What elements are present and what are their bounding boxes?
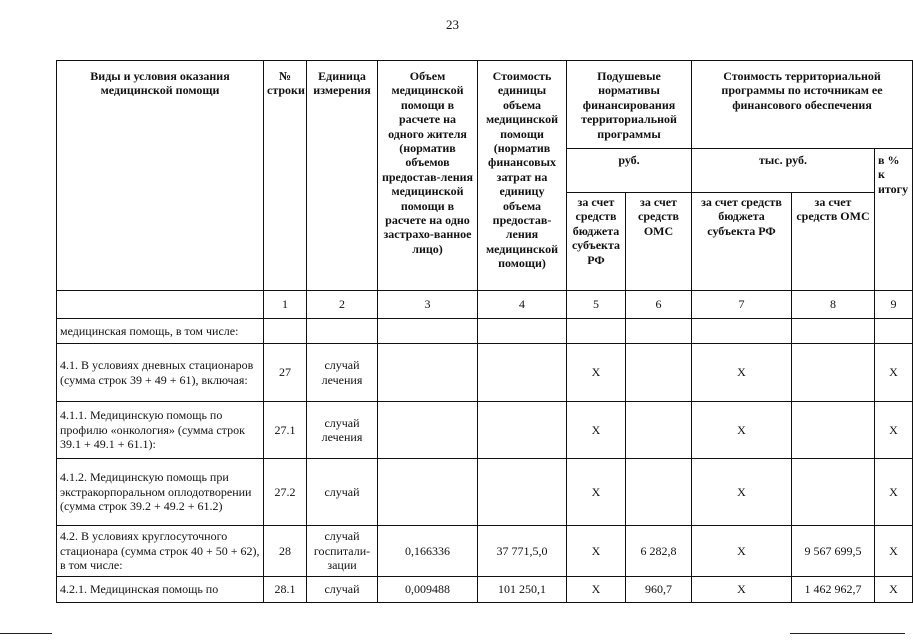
row-name: 4.2.1. Медицинская помощь по (57, 577, 264, 603)
header-budget-rub: за счет средств бюджета субъекта РФ (567, 193, 626, 291)
row-oms-thous (792, 459, 875, 526)
column-number: 5 (567, 291, 626, 319)
row-budget-thous: Х (692, 402, 792, 459)
row-budget-thous: Х (692, 526, 792, 577)
header-per-capita: Подушевые нормативы финансирования территориальной программы (567, 61, 692, 149)
row-budget-rub (567, 319, 626, 344)
header-kind: Виды и условия оказания медицинской помощи (57, 61, 264, 291)
row-cost: 37 771,5,0 (478, 526, 567, 577)
row-budget-thous (692, 319, 792, 344)
row-oms-thous (792, 319, 875, 344)
table-row (57, 526, 913, 577)
header-thous-rub: тыс. руб. (692, 149, 875, 193)
row-budget-rub: Х (567, 402, 626, 459)
row-number: 28.1 (264, 577, 307, 603)
row-pct: Х (875, 459, 913, 526)
footer-divider-right (790, 633, 905, 634)
row-budget-thous: Х (692, 344, 792, 402)
row-budget-thous: Х (692, 459, 792, 526)
row-unit: случай (307, 459, 378, 526)
column-number: 1 (264, 291, 307, 319)
row-volume (378, 319, 478, 344)
row-cost (478, 402, 567, 459)
row-budget-rub: Х (567, 459, 626, 526)
row-unit (307, 319, 378, 344)
row-oms-rub (626, 459, 692, 526)
table-row (57, 319, 913, 344)
row-name: медицинская помощь, в том числе: (57, 319, 264, 344)
header-cost: Стоимость единицы объема медицинской помощи (норматив финансовых затрат на единицу объема предостав-ления медицинской помощи) (478, 61, 567, 291)
row-number: 27.2 (264, 459, 307, 526)
row-cost (478, 319, 567, 344)
row-unit: случай лечения (307, 344, 378, 402)
row-volume: 0,166336 (378, 526, 478, 577)
row-pct: Х (875, 402, 913, 459)
column-numbers-row (57, 291, 913, 319)
header-budget-thous: за счет средств бюджета субъекта РФ (692, 193, 792, 291)
row-pct: Х (875, 577, 913, 603)
row-oms-thous: 1 462 962,7 (792, 577, 875, 603)
page-number: 23 (446, 17, 459, 32)
row-oms-thous: 9 567 699,5 (792, 526, 875, 577)
row-oms-rub (626, 319, 692, 344)
row-budget-thous: Х (692, 577, 792, 603)
row-oms-rub (626, 402, 692, 459)
table-row (57, 402, 913, 459)
row-oms-thous (792, 344, 875, 402)
row-oms-rub: 960,7 (626, 577, 692, 603)
row-cost (478, 344, 567, 402)
row-volume (378, 459, 478, 526)
table-row (57, 459, 913, 526)
column-number: 9 (875, 291, 913, 319)
header-pct: в % к итогу (875, 149, 913, 291)
row-cost: 101 250,1 (478, 577, 567, 603)
row-oms-rub (626, 344, 692, 402)
header-oms-rub: за счет средств ОМС (626, 193, 692, 291)
row-name: 4.1.2. Медицинскую помощь при экстракорпоральном оплодотворении (сумма строк 39.2 + 49.2 + 61.2) (57, 459, 264, 526)
row-unit: случай госпитали-зации (307, 526, 378, 577)
row-pct (875, 319, 913, 344)
header-rub: руб. (567, 149, 692, 193)
row-number (264, 319, 307, 344)
row-oms-thous (792, 402, 875, 459)
column-number: 8 (792, 291, 875, 319)
column-number: 4 (478, 291, 567, 319)
program-cost-table (56, 60, 913, 603)
column-number: 2 (307, 291, 378, 319)
row-volume (378, 344, 478, 402)
row-number: 27.1 (264, 402, 307, 459)
column-number (57, 291, 264, 319)
table-row (57, 344, 913, 402)
header-volume: Объем медицинской помощи в расчете на одного жителя (норматив объемов предостав-ления медицинской помощи в расчете на одно застрахо-ванное лицо) (378, 61, 478, 291)
row-number: 28 (264, 526, 307, 577)
row-budget-rub: Х (567, 526, 626, 577)
header-program-cost: Стоимость территориальной программы по источникам ее финансового обеспечения (692, 61, 913, 149)
table-row (57, 577, 913, 603)
column-number: 3 (378, 291, 478, 319)
row-pct: Х (875, 526, 913, 577)
header-unit: Единица измерения (307, 61, 378, 291)
row-budget-rub: Х (567, 344, 626, 402)
row-name: 4.1. В условиях дневных стационаров (сумма строк 39 + 49 + 61), включая: (57, 344, 264, 402)
column-number: 7 (692, 291, 792, 319)
row-budget-rub: Х (567, 577, 626, 603)
row-unit: случай (307, 577, 378, 603)
row-oms-rub: 6 282,8 (626, 526, 692, 577)
row-name: 4.1.1. Медицинскую помощь по профилю «онкология» (сумма строк 39.1 + 49.1 + 61.1): (57, 402, 264, 459)
row-unit: случай лечения (307, 402, 378, 459)
row-number: 27 (264, 344, 307, 402)
header-row-no: № строки (264, 61, 307, 291)
row-pct: Х (875, 344, 913, 402)
row-cost (478, 459, 567, 526)
column-number: 6 (626, 291, 692, 319)
header-oms-thous: за счет средств ОМС (792, 193, 875, 291)
row-volume (378, 402, 478, 459)
row-name: 4.2. В условиях круглосуточного стационара (сумма строк 40 + 50 + 62), в том числе: (57, 526, 264, 577)
row-volume: 0,009488 (378, 577, 478, 603)
footer-divider-left (0, 633, 52, 634)
